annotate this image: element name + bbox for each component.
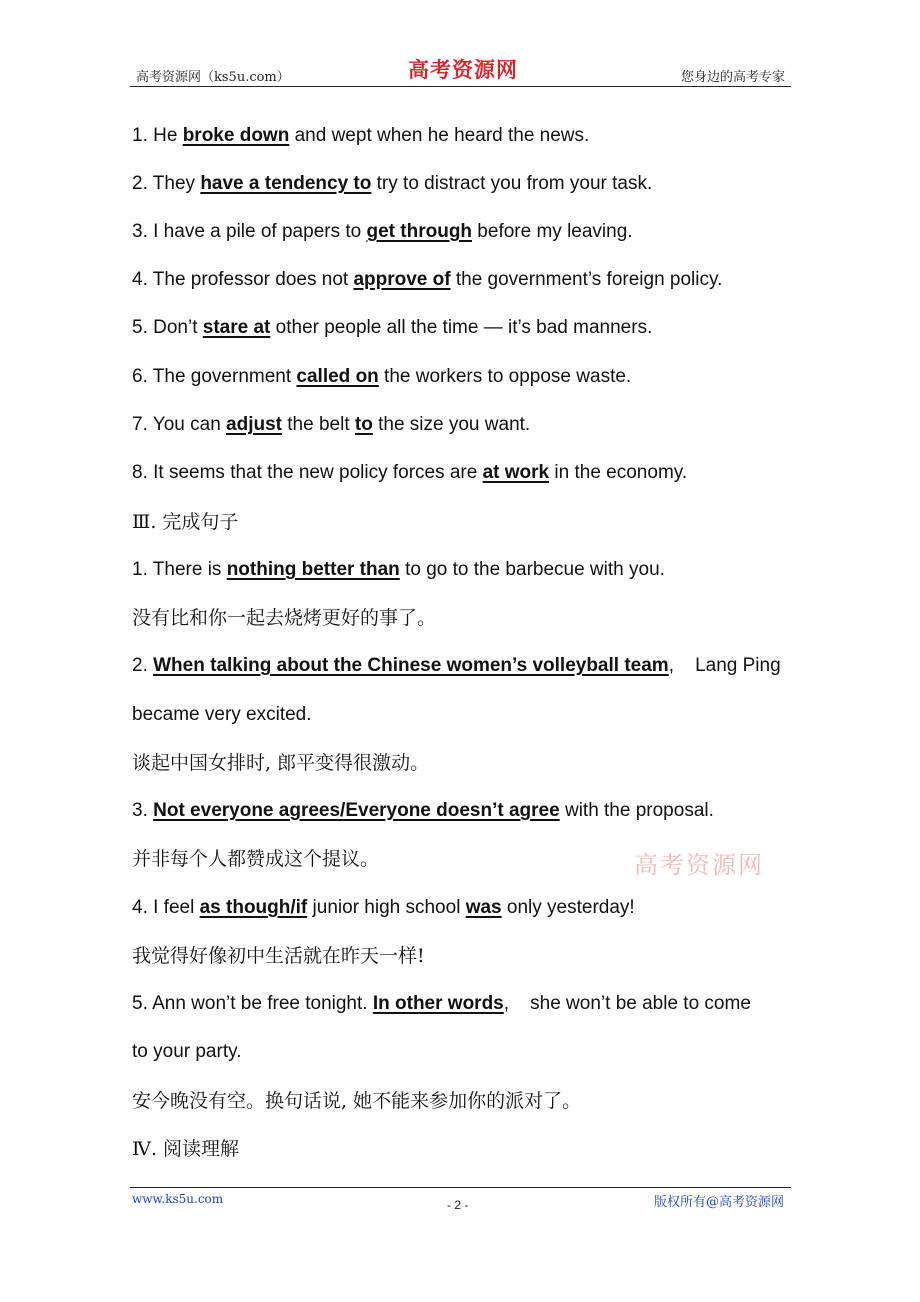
- page-header: [130, 58, 791, 87]
- answer: have a tendency to: [200, 173, 372, 194]
- exercise-item-7: 7. You can adjust the belt to the size you want.: [132, 414, 531, 435]
- header-logo: 高考资源网: [408, 57, 518, 82]
- exercise-item-5: 5. Don’t stare at other people all the time — it’s bad manners.: [132, 317, 653, 338]
- section-title-3: Ⅲ. 完成句子: [132, 511, 239, 533]
- answer: to: [354, 414, 373, 435]
- answer: Not everyone agrees/Everyone doesn’t agree: [153, 800, 560, 821]
- sentence-2-continuation: became very excited.: [132, 704, 312, 725]
- header-slogan: 您身边的高考专家: [680, 70, 785, 85]
- answer: was: [465, 897, 502, 918]
- sentence-4-translation: 我觉得好像初中生活就在昨天一样!: [132, 945, 425, 967]
- answer: stare at: [202, 317, 271, 338]
- answer: called on: [296, 366, 379, 387]
- answer: broke down: [182, 125, 290, 146]
- answer: at work: [482, 462, 550, 483]
- answer: approve of: [353, 269, 451, 290]
- sentence-2-translation: 谈起中国女排时, 郎平变得很激动。: [132, 752, 430, 774]
- sentence-5: 5. Ann won’t be free tonight. In other words, she won’t be able to come: [132, 993, 751, 1014]
- footer-rule: [130, 1187, 791, 1188]
- sentence-3: 3. Not everyone agrees/Everyone doesn’t agree with the proposal.: [132, 800, 714, 821]
- sentence-5-translation: 安今晚没有空。换句话说, 她不能来参加你的派对了。: [132, 1090, 582, 1112]
- footer-copyright: 版权所有@高考资源网: [653, 1195, 784, 1210]
- answer: get through: [366, 221, 473, 242]
- exercise-item-4: 4. The professor does not approve of the government’s foreign policy.: [132, 269, 723, 290]
- answer: nothing better than: [226, 559, 400, 580]
- watermark: 高考资源网: [634, 851, 764, 879]
- answer: adjust: [226, 414, 282, 435]
- sentence-4: 4. I feel as though/if junior high school was only yesterday!: [132, 897, 635, 918]
- footer-site-link[interactable]: www.ks5u.com: [132, 1192, 224, 1206]
- answer: In other words: [372, 993, 504, 1014]
- exercise-item-1: 1. He broke down and wept when he heard the news.: [132, 125, 590, 146]
- exercise-item-6: 6. The government called on the workers to oppose waste.: [132, 366, 632, 387]
- header-site-name: 高考资源网（ks5u.com）: [136, 70, 290, 85]
- sentence-1-translation: 没有比和你一起去烧烤更好的事了。: [132, 607, 437, 629]
- sentence-5-continuation: to your party.: [132, 1041, 242, 1062]
- sentence-2: 2. When talking about the Chinese women’s volleyball team, Lang Ping: [132, 655, 781, 676]
- exercise-item-2: 2. They have a tendency to try to distract you from your task.: [132, 173, 653, 194]
- sentence-1: 1. There is nothing better than to go to the barbecue with you.: [132, 559, 665, 580]
- sentence-3-translation: 并非每个人都赞成这个提议。: [132, 848, 380, 870]
- answer: When talking about the Chinese women’s volleyball team: [153, 655, 669, 676]
- exercise-item-3: 3. I have a pile of papers to get through before my leaving.: [132, 221, 633, 242]
- answer: as though/if: [199, 897, 308, 918]
- exercise-item-8: 8. It seems that the new policy forces are at work in the economy.: [132, 462, 688, 483]
- page-number: - 2 -: [447, 1198, 469, 1212]
- section-title-4: Ⅳ. 阅读理解: [132, 1138, 240, 1160]
